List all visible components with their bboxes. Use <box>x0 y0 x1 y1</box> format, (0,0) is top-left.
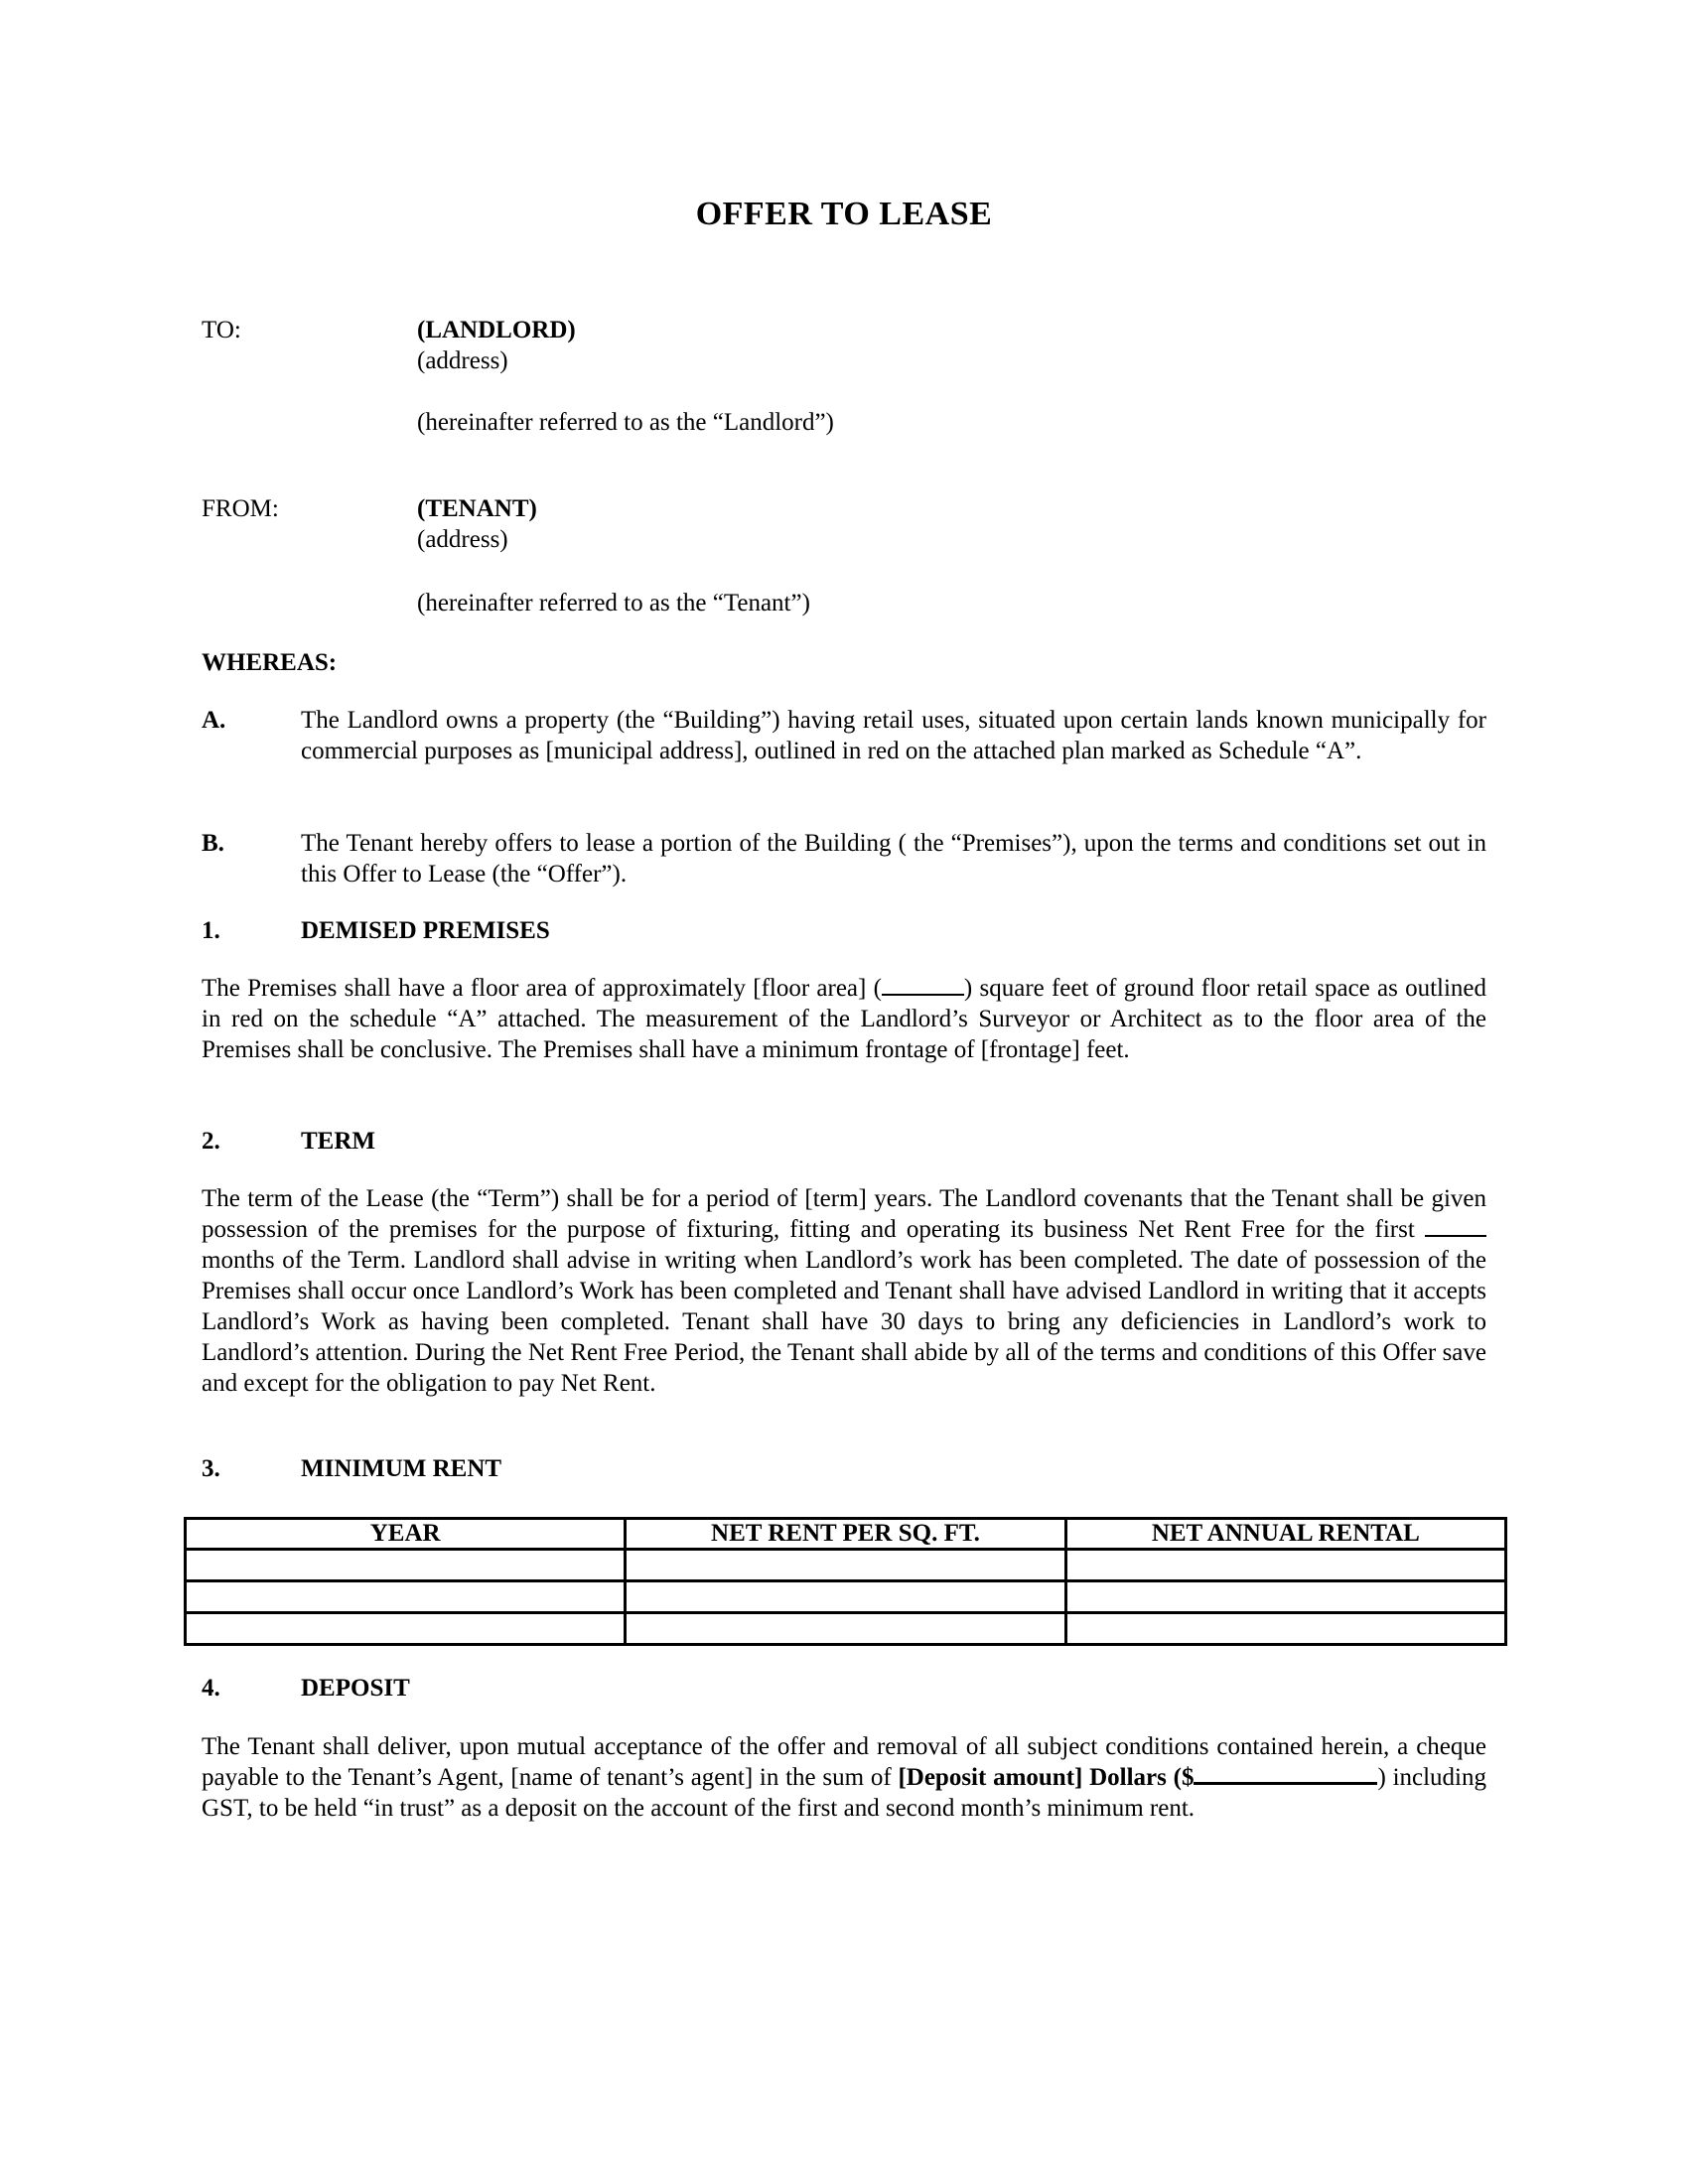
to-label: TO: <box>202 317 241 343</box>
page-title: OFFER TO LEASE <box>695 196 993 232</box>
paragraph-demised-premises <box>202 973 1486 1065</box>
term-text-before-blank: The term of the Lease (the “Term”) shall be for a period of [term] years. The Landlord covenants that the Tenant shall be given possession of the premises for the purpose of fixturing, fitting and operating its business Net Rent Free for the first <box>202 1185 1486 1243</box>
from-label: FROM: <box>202 495 279 522</box>
deposit-text-start: The Tenant shall deliver, upon mutual acceptance of the offer and removal of all subject conditions contained herein, a cheque payable to the Tenant’s Agent, [name of tenant’s agent] in the sum of <box>202 1733 1486 1791</box>
section-1-heading <box>202 915 1486 946</box>
section-1-title: DEMISED PREMISES <box>301 917 550 944</box>
rent-table-header-net-annual: NET ANNUAL RENTAL <box>1065 1519 1505 1550</box>
landlord-block <box>417 315 576 376</box>
section-3-number: 3. <box>202 1455 220 1482</box>
paragraph-deposit <box>202 1731 1486 1824</box>
term-text-after-blank: months of the Term. Landlord shall advise in writing when Landlord’s work has been completed. The date of possession of the Premises shall occur once Landlord’s Work has been completed and Tenant shall have advised Landlord in writing that it accepts Landlord’s Work as having been completed. Tenant shall have 30 days to bring any deficiencies in Landlord’s work to Landlord’s attention. During the Net Rent Free Period, the Tenant shall abide by all of the terms and conditions of this Offer save and except for the obligation to pay Net Rent. <box>202 1247 1486 1397</box>
tenant-block <box>417 493 537 555</box>
landlord-hereinafter: (hereinafter referred to as the “Landlord”) <box>417 409 834 436</box>
tenant-name: (TENANT) <box>417 495 537 522</box>
landlord-name: (LANDLORD) <box>417 317 576 343</box>
rent-table-row <box>186 1581 1506 1613</box>
section-4-heading <box>202 1673 1486 1704</box>
recital-b <box>202 828 1486 889</box>
rent-table-cell <box>1065 1613 1505 1645</box>
fill-in-blank-floor-area <box>882 992 964 996</box>
rent-table-row <box>186 1613 1506 1645</box>
section-2-title: TERM <box>301 1128 375 1155</box>
rent-table-cell <box>626 1550 1065 1581</box>
recital-a-letter: A. <box>202 707 226 734</box>
rent-table <box>184 1517 1507 1646</box>
recital-b-text: The Tenant hereby offers to lease a portion of the Building ( the “Premises”), upon the terms and conditions set out in this Offer to Lease (the “Offer”). <box>301 830 1486 887</box>
section-4-number: 4. <box>202 1675 220 1702</box>
tenant-address: (address) <box>417 526 508 553</box>
deposit-bold-text: [Deposit amount] Dollars ($ <box>898 1764 1195 1791</box>
section-2-heading <box>202 1126 1486 1157</box>
demised-text-after-blank: ) square feet of ground floor retail space as outlined in red on the schedule “A” attached. The measurement of the Landlord’s Surveyor or Architect as to the floor area of the Premises shall be conclusive. The Premises shall have a minimum frontage of [frontage] feet. <box>202 975 1487 1063</box>
rent-table-header-net-rent: NET RENT PER SQ. FT. <box>626 1519 1065 1550</box>
rent-table-header-row <box>186 1519 1506 1550</box>
fill-in-blank-months <box>1425 1233 1486 1237</box>
rent-table-header-year: YEAR <box>186 1519 626 1550</box>
rent-table-cell <box>626 1613 1065 1645</box>
whereas-heading: WHEREAS: <box>202 649 338 676</box>
section-3-heading <box>202 1453 1486 1484</box>
demised-text-before-blank: The Premises shall have a floor area of approximately [floor area] ( <box>202 975 882 1002</box>
section-1-number: 1. <box>202 917 220 944</box>
fill-in-blank-deposit-amount <box>1194 1780 1377 1785</box>
section-2-number: 2. <box>202 1128 220 1155</box>
recital-a-text: The Landlord owns a property (the “Building”) having retail uses, situated upon certain lands known municipally for commercial purposes as [municipal address], outlined in red on the attached plan marked as Schedule “A”. <box>301 707 1486 764</box>
landlord-address: (address) <box>417 347 508 374</box>
recital-a <box>202 705 1486 766</box>
tenant-hereinafter: (hereinafter referred to as the “Tenant”) <box>417 590 810 616</box>
section-3-title: MINIMUM RENT <box>301 1455 502 1482</box>
rent-table-cell <box>626 1581 1065 1613</box>
rent-table-cell <box>1065 1550 1505 1581</box>
rent-table-cell <box>186 1613 626 1645</box>
paragraph-term <box>202 1183 1486 1399</box>
rent-table-cell <box>186 1581 626 1613</box>
rent-table-cell <box>1065 1581 1505 1613</box>
deposit-text-end: ) including GST, to be held “in trust” as a deposit on the account of the first and second month’s minimum rent. <box>202 1764 1487 1822</box>
rent-table-row <box>186 1550 1506 1581</box>
recital-b-letter: B. <box>202 830 224 857</box>
rent-table-cell <box>186 1550 626 1581</box>
section-4-title: DEPOSIT <box>301 1675 410 1702</box>
